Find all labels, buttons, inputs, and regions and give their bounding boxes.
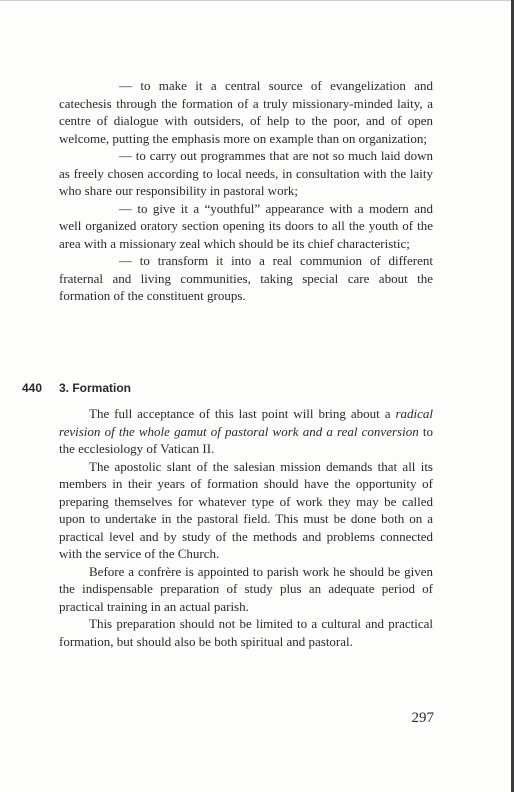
paragraph: — to transform it into a real communion of different fraternal and living communities, taking special care about the formation of the constituent groups. [59, 253, 433, 303]
text-block-upper [59, 77, 433, 305]
margin-paragraph-number: 440 [22, 381, 43, 395]
paragraph [59, 405, 433, 458]
paragraph: — to carry out programmes that are not so much laid down as freely chosen according to local needs, in consultation with the laity who share our responsibility in pastoral work; [59, 148, 433, 198]
text-block-lower [59, 405, 433, 650]
paragraph-text: to the ecclesiology of Vatican II. [59, 423, 433, 456]
paragraph: The apostolic slant of the salesian mission demands that all its members in their years of formation should have the opportunity of preparing themselves for whatever type of work they may be called upon to undertake in the pastoral field. This must be done both on a practical level and by study of the methods and problems connected with the service of the Church. [59, 458, 433, 561]
section-heading: 3. Formation [59, 381, 132, 395]
paragraph-text: The full acceptance of this last point will bring about a [89, 406, 396, 421]
page-number: 297 [411, 710, 434, 726]
top-rule [0, 0, 514, 1]
paragraph: Before a confrère is appointed to parish work he should be given the indispensable preparation of study plus an adequate period of practical training in an actual parish. [59, 563, 433, 614]
paragraph: — to make it a central source of evangelization and catechesis through the formation of a truly missionary-minded laity, a centre of dialogue with outsiders, of help to the poor, and of open welcome, putting the emphasis more on example than on organization; [59, 78, 433, 146]
paragraph: — to give it a “youthful” appearance with a modern and well organized oratory section opening its doors to all the youth of the area with a missionary zeal which should be its chief characteristic; [59, 200, 433, 251]
paragraph: This preparation should not be limited to a cultural and practical formation, but should also be both spiritual and pastoral. [59, 616, 433, 649]
italic-emphasis: radical revision of the whole gamut of pastoral work and a real conversion [59, 406, 433, 439]
